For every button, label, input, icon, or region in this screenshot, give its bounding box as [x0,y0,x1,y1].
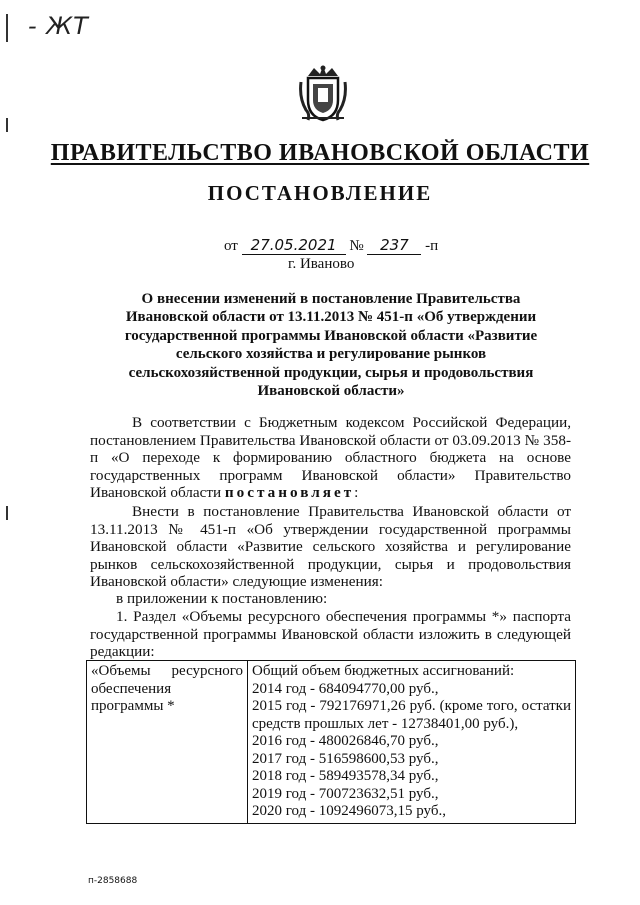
footer-code: п-2858688 [88,876,138,886]
paragraph-appendix: в приложении к постановлению: [116,590,328,607]
table-line: 2017 год - 516598600,53 руб., [252,750,439,767]
document-subject: О внесении изменений в постановление Правительства Ивановской области от 13.11.2013 № 451-п «Об утверждении государственной программы Ивановской области «Развитие сельского хозяйства и регулирование рынков сельскохозяйственной продукции, сырья и продовольствия Ивановской области» [124,291,538,400]
resolves-word: постановляет [224,484,355,501]
handwritten-date: 27.05.2021 [242,236,346,255]
table-line: 2016 год - 480026846,70 руб., [252,733,439,749]
table-line: 2015 год - 792176971,26 руб. (кроме того, остатки средств прошлых лет - 12738401,00 руб.), [252,698,571,732]
resource-table [86,660,576,824]
document-type: ПОСТАНОВЛЕНИЕ [207,181,433,205]
table-line: 2014 год - 684094770,00 руб., [252,680,439,697]
table-line: 2018 год - 589493578,34 руб., [252,768,439,784]
date-number-line [224,236,438,255]
table-line: 2019 год - 700723632,51 руб., [252,785,439,802]
handwritten-number: 237 [367,236,421,255]
table-row [87,661,576,824]
paragraph-amend: Внести в постановление Правительства Ивановской области от 13.11.2013 № 451-п «Об утверждении государственной программы Ивановской области «Развитие сельского хозяйства и регулирование рынков сельскохозяйственной продукции, сырья и продовольствия Ивановской области» следующие изменения: [90,503,571,590]
table-line: 2020 год - 1092496073,15 руб., [252,803,446,819]
coat-of-arms-emblem [298,62,348,124]
table-line: Общий объем бюджетных ассигнований: [252,663,515,679]
handwritten-note: - ЖТ [28,12,89,40]
scan-margin-mark-mid [6,118,8,132]
city: г. Иваново [288,256,355,272]
paragraph-legal-basis: В соответствии с Бюджетным кодексом Российской Федерации, постановлением Правительства Ивановской области от 03.09.2013 № 358-п «О переходе к формированию областного бюджета на основе государственных программ Ивановской области» Правительство Ивановской области постановляет: [90,414,571,501]
table-values-cell [248,661,576,824]
date-prefix: от [224,238,238,254]
government-name: ПРАВИТЕЛЬСТВО ИВАНОВСКОЙ ОБЛАСТИ [50,140,590,166]
number-sign: № [349,238,364,254]
scan-margin-mark-top [6,14,8,42]
table-label-cell: «Объемы ресурсного обеспечения программы * [87,661,248,824]
scan-margin-mark-low [6,506,8,520]
number-suffix: -п [425,238,439,254]
paragraph-item-1: 1. Раздел «Объемы ресурсного обеспечения программы *» паспорта государственной программы Ивановской области изложить в следующей редакции: [90,608,571,660]
